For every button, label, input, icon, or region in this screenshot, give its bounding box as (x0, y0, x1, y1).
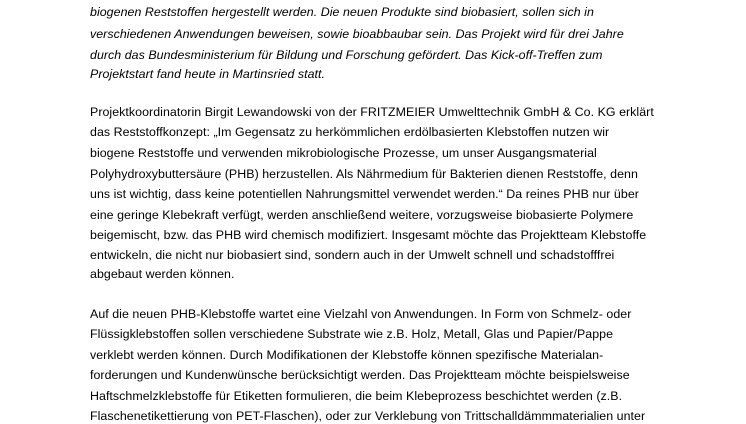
intro-line: biogenen Reststoffen hergestellt werden. Die neuen Produkte sind biobasiert, sollen sich in (90, 5, 594, 19)
paragraph-line: Polyhydroxybuttersäure (PHB) herzustellen. Als Nährmedium für Bakterien dienen Reststoffe, denn (90, 167, 638, 181)
paragraph-line: uns ist wichtig, dass keine potentiellen Nahrungsmittel verwendet werden.“ Da reines PHB nur über (90, 187, 639, 201)
paragraph-line: verklebt werden können. Durch Modifikationen der Klebstoffe können spezifische Materialan- (90, 348, 604, 362)
paragraph-line: abgebaut werden können. (90, 267, 235, 281)
intro-line: verschiedenen Anwendungen beweisen, sowie bioabbaubar sein. Das Projekt wird für drei Jahre (90, 27, 624, 41)
intro-line: durch das Bundesministerium für Bildung und Forschung gefördert. Das Kick-off-Treffen zum (90, 48, 603, 62)
paragraph-line: Haftschmelzklebstoffe für Etiketten formulieren, die beim Klebeprozess beschichtet werden (z.B. (90, 389, 623, 403)
paragraph-line: eine geringe Klebekraft verfügt, werden anschließend weitere, vorzugsweise biobasierte Polymere (90, 208, 634, 222)
paragraph-line: Auf die neuen PHB-Klebstoffe wartet eine Vielzahl von Anwendungen. In Form von Schmelz- oder (90, 307, 632, 321)
paragraph-line: forderungen und Kundenwünsche berücksichtigt werden. Das Projektteam möchte beispielsweise (90, 368, 630, 382)
paragraph-line: Flaschenetikettierung von PET-Flaschen), oder zur Verklebung von Trittschalldämmmaterialien unter (90, 409, 646, 423)
paragraph-line: entwickeln, die nicht nur biobasiert sind, sondern auch in der Umwelt schnell und schadstofffrei (90, 248, 615, 262)
paragraph-line: Flüssigklebstoffen sollen verschiedene Substrate wie z.B. Holz, Metall, Glas und Papier/Pappe (90, 327, 614, 341)
intro-line: Projektstart fand heute in Martinsried statt. (90, 67, 326, 81)
paragraph-line: das Reststoffkonzept: „Im Gegensatz zu herkömmlichen erdölbasierten Klebstoffen nutzen wir (90, 125, 610, 139)
paragraph-line: biogene Reststoffe und verwenden mikrobiologische Prozesse, um unser Ausgangsmaterial (90, 146, 597, 160)
paragraph-line: beigemischt, bzw. das PHB wird chemisch modifiziert. Insgesamt möchte das Projektteam Klebstoffe (90, 228, 647, 242)
paragraph-line: Projektkoordinatorin Birgit Lewandowski von der FRITZMEIER Umwelttechnik GmbH & Co. KG erklärt (90, 105, 654, 119)
